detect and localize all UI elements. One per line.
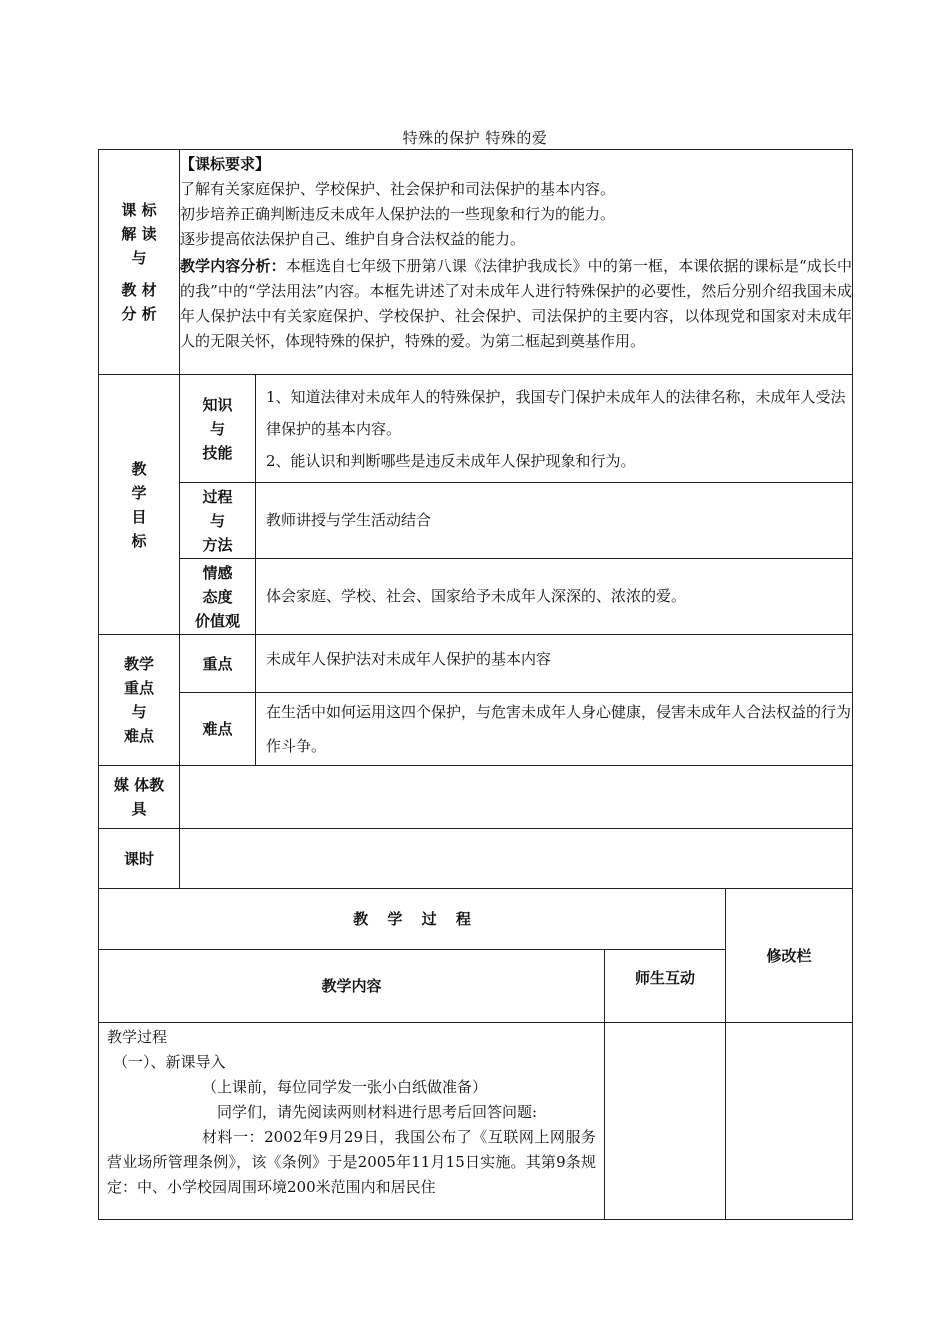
content-line: 材料一：2002年9月29日，我国公布了《互联网上网服务营业场所管理条例》，该《条例》于是2005年11月15日实施。其第9条规定：中、小学校园周围环境200米范围内和居民住 (107, 1128, 596, 1196)
interaction-cell (605, 1023, 726, 1220)
knowledge-item: 1、知道法律对未成年人的特殊保护，我国专门保护未成年人的法律名称，未成年人受法律保护的基本内容。 (266, 387, 846, 438)
class-hours-value (180, 829, 853, 889)
content-line: （一）、新课导入 (113, 1053, 226, 1071)
process-content (99, 1023, 605, 1220)
process-header-row (99, 889, 853, 950)
requirement-item: 初步培养正确判断违反未成年人保护法的一些现象和行为的能力。 (180, 205, 616, 223)
media-row (99, 766, 853, 829)
class-hours-label: 课时 (99, 829, 180, 889)
media-label: 媒 体教 具 (99, 766, 180, 829)
key-points-label: 教学 重点 与 难点 (99, 635, 180, 766)
knowledge-content (256, 375, 853, 483)
content-line: （上课前，每位同学发一张小白纸做准备） (202, 1078, 488, 1096)
curriculum-heading: 【课标要求】 (180, 155, 271, 173)
focus-row (99, 635, 853, 693)
focus-label: 重点 (180, 635, 256, 693)
revision-cell (726, 1023, 853, 1220)
difficulty-row (99, 693, 853, 766)
objective-knowledge-row (99, 375, 853, 483)
objectives-label: 教 学 目 标 (99, 375, 180, 635)
media-value (180, 766, 853, 829)
curriculum-row (99, 150, 853, 375)
content-analysis: 教学内容分析：本框选自七年级下册第八课《法律护我成长》中的第一框，本课依据的课标是“成长中的我”中的“学法用法”内容。本框先讲述了对未成年人进行特殊保护的必要性，然后分别介绍我国未成年人保护法中有关家庭保护、学校保护、社会保护、司法保护的主要内容，以体现党和国家对未成年人的无限关怀，体现特殊的保护，特殊的爱。为第二框起到奠基作用。 (180, 257, 852, 350)
knowledge-item: 2、能认识和判断哪些是违反未成年人保护现象和行为。 (266, 451, 636, 470)
focus-content: 未成年人保护法对未成年人保护的基本内容 (256, 635, 853, 693)
interaction-header: 师生互动 (605, 950, 726, 1023)
requirement-item: 了解有关家庭保护、学校保护、社会保护和司法保护的基本内容。 (180, 180, 616, 198)
difficulty-content: 在生活中如何运用这四个保护，与危害未成年人身心健康，侵害未成年人合法权益的行为作斗争。 (256, 693, 853, 766)
curriculum-content (180, 150, 853, 375)
emotion-label: 情感 态度 价值观 (180, 559, 256, 635)
teaching-process-table (98, 888, 853, 1220)
content-line: 教学过程 (107, 1028, 168, 1046)
document-title: 特殊的保护 特殊的爱 (402, 129, 548, 147)
requirement-item: 逐步提高依法保护自己、维护自身合法权益的能力。 (180, 230, 526, 248)
objective-process-row (99, 483, 853, 559)
content-header: 教学内容 (99, 950, 605, 1023)
knowledge-label: 知识 与 技能 (180, 375, 256, 483)
process-header: 教 学 过 程 (99, 889, 726, 950)
curriculum-label: 课 标 解 读 与 教 材 分 析 (99, 150, 180, 375)
revision-header: 修改栏 (726, 889, 853, 1023)
process-content: 教师讲授与学生活动结合 (256, 483, 853, 559)
emotion-content: 体会家庭、学校、社会、国家给予未成年人深深的、浓浓的爱。 (256, 559, 853, 635)
class-hours-row (99, 829, 853, 889)
difficulty-label: 难点 (180, 693, 256, 766)
process-body-row (99, 1023, 853, 1220)
objective-emotion-row (99, 559, 853, 635)
lesson-plan-table (98, 149, 853, 889)
process-label: 过程 与 方法 (180, 483, 256, 559)
content-line: 同学们，请先阅读两则材料进行思考后回答问题: (217, 1103, 538, 1121)
